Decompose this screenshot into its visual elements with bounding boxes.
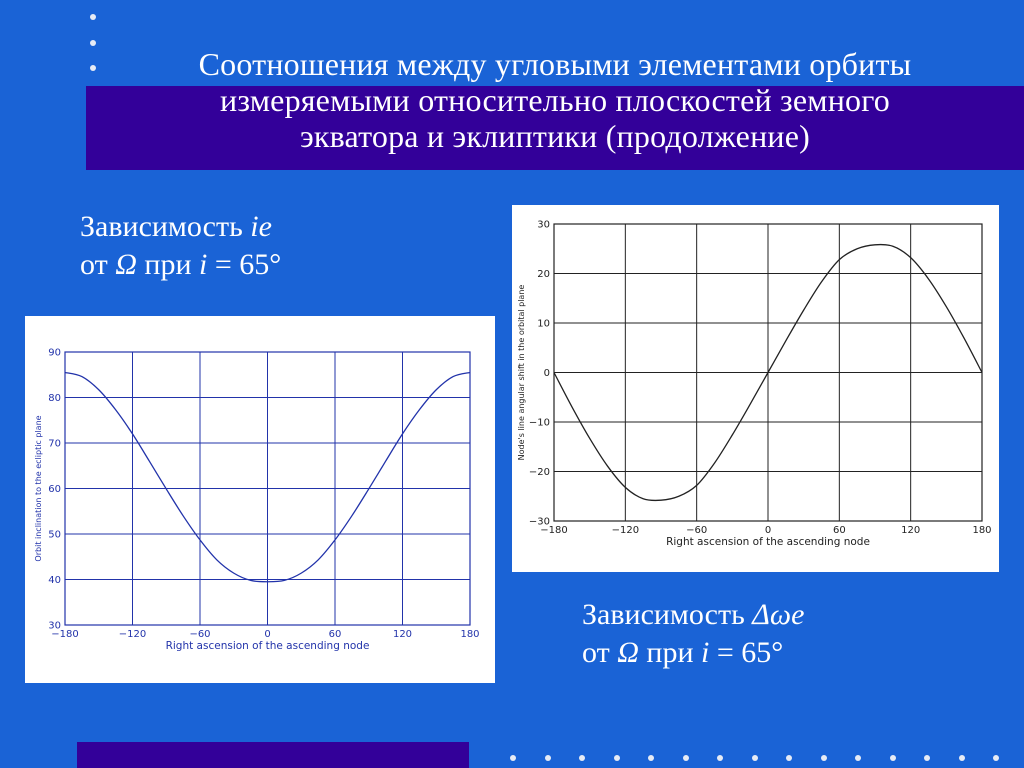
y-tick-label: 30	[537, 219, 550, 231]
right-chart-caption	[582, 596, 804, 672]
bullet-dot	[579, 755, 585, 761]
caption-omega: Ω	[115, 248, 137, 281]
bullet-dot	[855, 755, 861, 761]
y-tick-label: 70	[48, 438, 61, 450]
y-tick-label: 40	[48, 575, 61, 586]
x-tick-label: 120	[392, 629, 413, 640]
bullet-dot	[786, 755, 792, 761]
slide-title	[86, 46, 1024, 154]
slide-title-line: экватора и эклиптики (продолжение)	[299, 118, 810, 154]
footer-band	[77, 742, 469, 768]
left-chart-caption	[80, 208, 281, 284]
y-tick-label: 30	[48, 620, 61, 632]
x-axis-label: Right ascension of the ascending node	[666, 536, 870, 548]
y-tick-label: 0	[543, 368, 550, 379]
node-shift-chart-panel	[512, 205, 999, 572]
bullet-dot	[752, 755, 758, 761]
y-axis-label: Node's line angular shift in the orbital plane	[517, 284, 526, 461]
x-tick-label: 180	[972, 525, 992, 536]
x-tick-label: −60	[686, 525, 708, 536]
x-tick-label: −60	[189, 629, 211, 640]
bullet-dot	[90, 14, 96, 20]
caption-at: при	[144, 248, 192, 281]
caption-word: Зависимость	[582, 598, 745, 631]
y-tick-label: −30	[528, 516, 550, 528]
slide-title-line: Соотношения между угловыми элементами орбиты	[198, 46, 912, 82]
bullet-dot	[717, 755, 723, 761]
x-tick-label: −180	[51, 629, 79, 640]
bullet-dot	[648, 755, 654, 761]
y-tick-label: 90	[48, 347, 61, 359]
caption-at: при	[646, 636, 694, 669]
x-axis-label: Right ascension of the ascending node	[165, 640, 370, 652]
bullet-dot	[545, 755, 551, 761]
x-tick-label: 180	[460, 629, 480, 640]
y-axis-label: Orbit inclination to the ecliptic plane	[34, 415, 43, 562]
bullet-dot	[614, 755, 620, 761]
x-tick-label: 120	[901, 525, 921, 536]
x-tick-label: 0	[764, 525, 772, 536]
caption-i: i	[199, 248, 208, 281]
caption-symbol: ie	[250, 210, 272, 243]
x-tick-label: 0	[264, 629, 271, 640]
caption-from: от	[582, 636, 610, 669]
y-tick-label: 10	[537, 318, 550, 330]
caption-from: от	[80, 248, 108, 281]
inclination-chart-panel	[25, 316, 495, 683]
x-tick-label: −120	[118, 629, 147, 640]
x-tick-label: −120	[611, 525, 640, 536]
bullet-dot	[993, 755, 999, 761]
y-tick-label: 80	[48, 393, 61, 404]
caption-eq: = 65°	[716, 636, 784, 669]
y-tick-label: 50	[48, 529, 61, 541]
bullet-dot	[683, 755, 689, 761]
x-tick-label: −180	[540, 525, 568, 536]
bullet-dot	[510, 755, 516, 761]
x-tick-label: 60	[328, 629, 342, 640]
caption-omega: Ω	[617, 636, 639, 669]
caption-word: Зависимость	[80, 210, 243, 243]
slide-title-line: измеряемыми относительно плоскостей земного	[220, 82, 890, 118]
bullet-dot	[821, 755, 827, 761]
y-tick-label: 60	[48, 484, 61, 495]
bullet-dot	[959, 755, 965, 761]
caption-symbol: Δωe	[752, 598, 805, 631]
bullet-dot	[890, 755, 896, 761]
node-shift-chart	[512, 205, 999, 572]
caption-i: i	[701, 636, 710, 669]
x-tick-label: 60	[832, 525, 846, 536]
y-tick-label: −20	[528, 467, 550, 478]
bullet-dot	[924, 755, 930, 761]
inclination-chart	[25, 316, 495, 683]
caption-eq: = 65°	[214, 248, 282, 281]
y-tick-label: −10	[528, 417, 550, 429]
y-tick-label: 20	[537, 269, 550, 280]
